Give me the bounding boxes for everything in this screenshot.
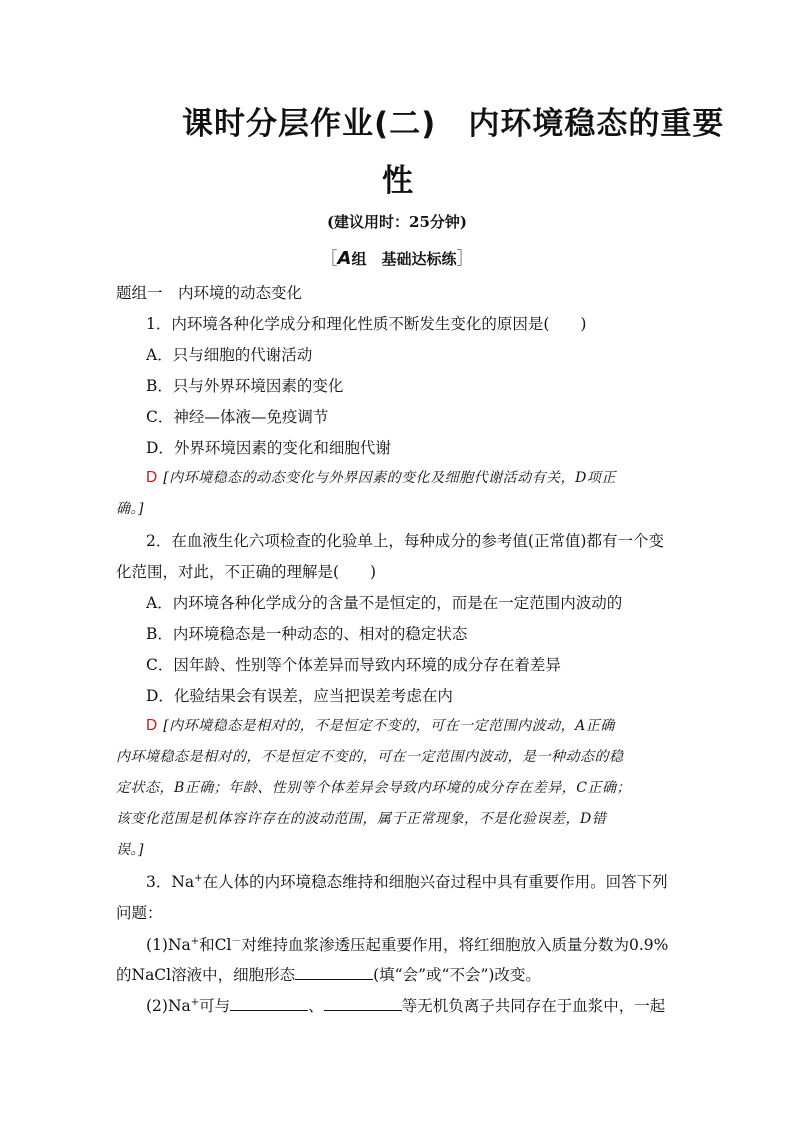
question-3-stem: 3．Na+在人体的内环境稳态维持和细胞兴奋过程中具有重要作用。回答下列 bbox=[146, 872, 668, 891]
q2-option-c: C．因年龄、性别等个体差异而导致内环境的成分存在着差异 bbox=[146, 656, 561, 674]
q1-option-c: C．神经—体液—免疫调节 bbox=[146, 408, 329, 426]
q3-part-2: (2)Na+可与 、 等无机负离子共同存在于血浆中，一起 bbox=[146, 996, 666, 1015]
q1-option-b: B．只与外界环境因素的变化 bbox=[146, 377, 344, 395]
suggested-time: (建议用时：25分钟) bbox=[326, 213, 468, 231]
q3-part-1: (1)Na+和Cl－对维持血浆渗透压起重要作用，将红细胞放入质量分数为0.9% bbox=[146, 936, 669, 955]
q1-explanation: D [内环境稳态的动态变化与外界因素的变化及细胞代谢活动有关，D项正 bbox=[146, 469, 616, 486]
answer-mark: D bbox=[146, 469, 158, 486]
q1-explanation-cont: 确。] bbox=[116, 501, 144, 517]
q2-explanation-cont: 误。] bbox=[116, 842, 144, 858]
q2-option-d: D．化验结果会有误差，应当把误差考虑在内 bbox=[146, 687, 453, 705]
group-heading: ［A组 基础达标练］ bbox=[320, 248, 474, 269]
q2-explanation: D [内环境稳态是相对的，不是恒定不变的，可在一定范围内波动，A正确 bbox=[146, 717, 615, 734]
answer-blank[interactable] bbox=[295, 965, 373, 980]
q2-explanation-cont: 定状态，B正确；年龄、性别等个体差异会导致内环境的成分存在差异，C正确； bbox=[116, 780, 631, 796]
answer-blank[interactable] bbox=[230, 996, 308, 1011]
q2-explanation-cont: 内环境稳态是相对的，不是恒定不变的，可在一定范围内波动，是一种动态的稳 bbox=[116, 749, 624, 765]
q1-option-a: A．只与细胞的代谢活动 bbox=[146, 346, 313, 364]
title-line-1: 课时分层作业(二) 内环境稳态的重要 bbox=[182, 106, 725, 142]
question-2-stem: 2．在血液生化六项检查的化验单上，每种成分的参考值(正常值)都有一个变 bbox=[146, 532, 664, 550]
question-2-stem-cont: 化范围，对此，不正确的理解是( ) bbox=[116, 563, 377, 581]
answer-blank[interactable] bbox=[324, 996, 402, 1011]
q3-part-1-cont: 的NaCl溶液中，细胞形态 (填“会”或“不会”)改变。 bbox=[116, 966, 541, 984]
section-heading: 题组一 内环境的动态变化 bbox=[116, 284, 303, 302]
q2-explanation-cont: 该变化范围是机体容许存在的波动范围，属于正常现象，不是化验误差，D错 bbox=[116, 811, 607, 827]
q2-option-a: A．内环境各种化学成分的含量不是恒定的，而是在一定范围内波动的 bbox=[146, 594, 623, 612]
question-3-stem-cont: 问题： bbox=[116, 904, 163, 922]
answer-mark: D bbox=[146, 717, 158, 734]
q2-option-b: B．内环境稳态是一种动态的、相对的稳定状态 bbox=[146, 625, 468, 643]
question-1-stem: 1．内环境各种化学成分和理化性质不断发生变化的原因是( ) bbox=[146, 315, 587, 333]
title-line-2: 性 bbox=[382, 163, 414, 199]
q1-option-d: D．外界环境因素的变化和细胞代谢 bbox=[146, 439, 391, 457]
group-letter: A bbox=[337, 248, 352, 269]
